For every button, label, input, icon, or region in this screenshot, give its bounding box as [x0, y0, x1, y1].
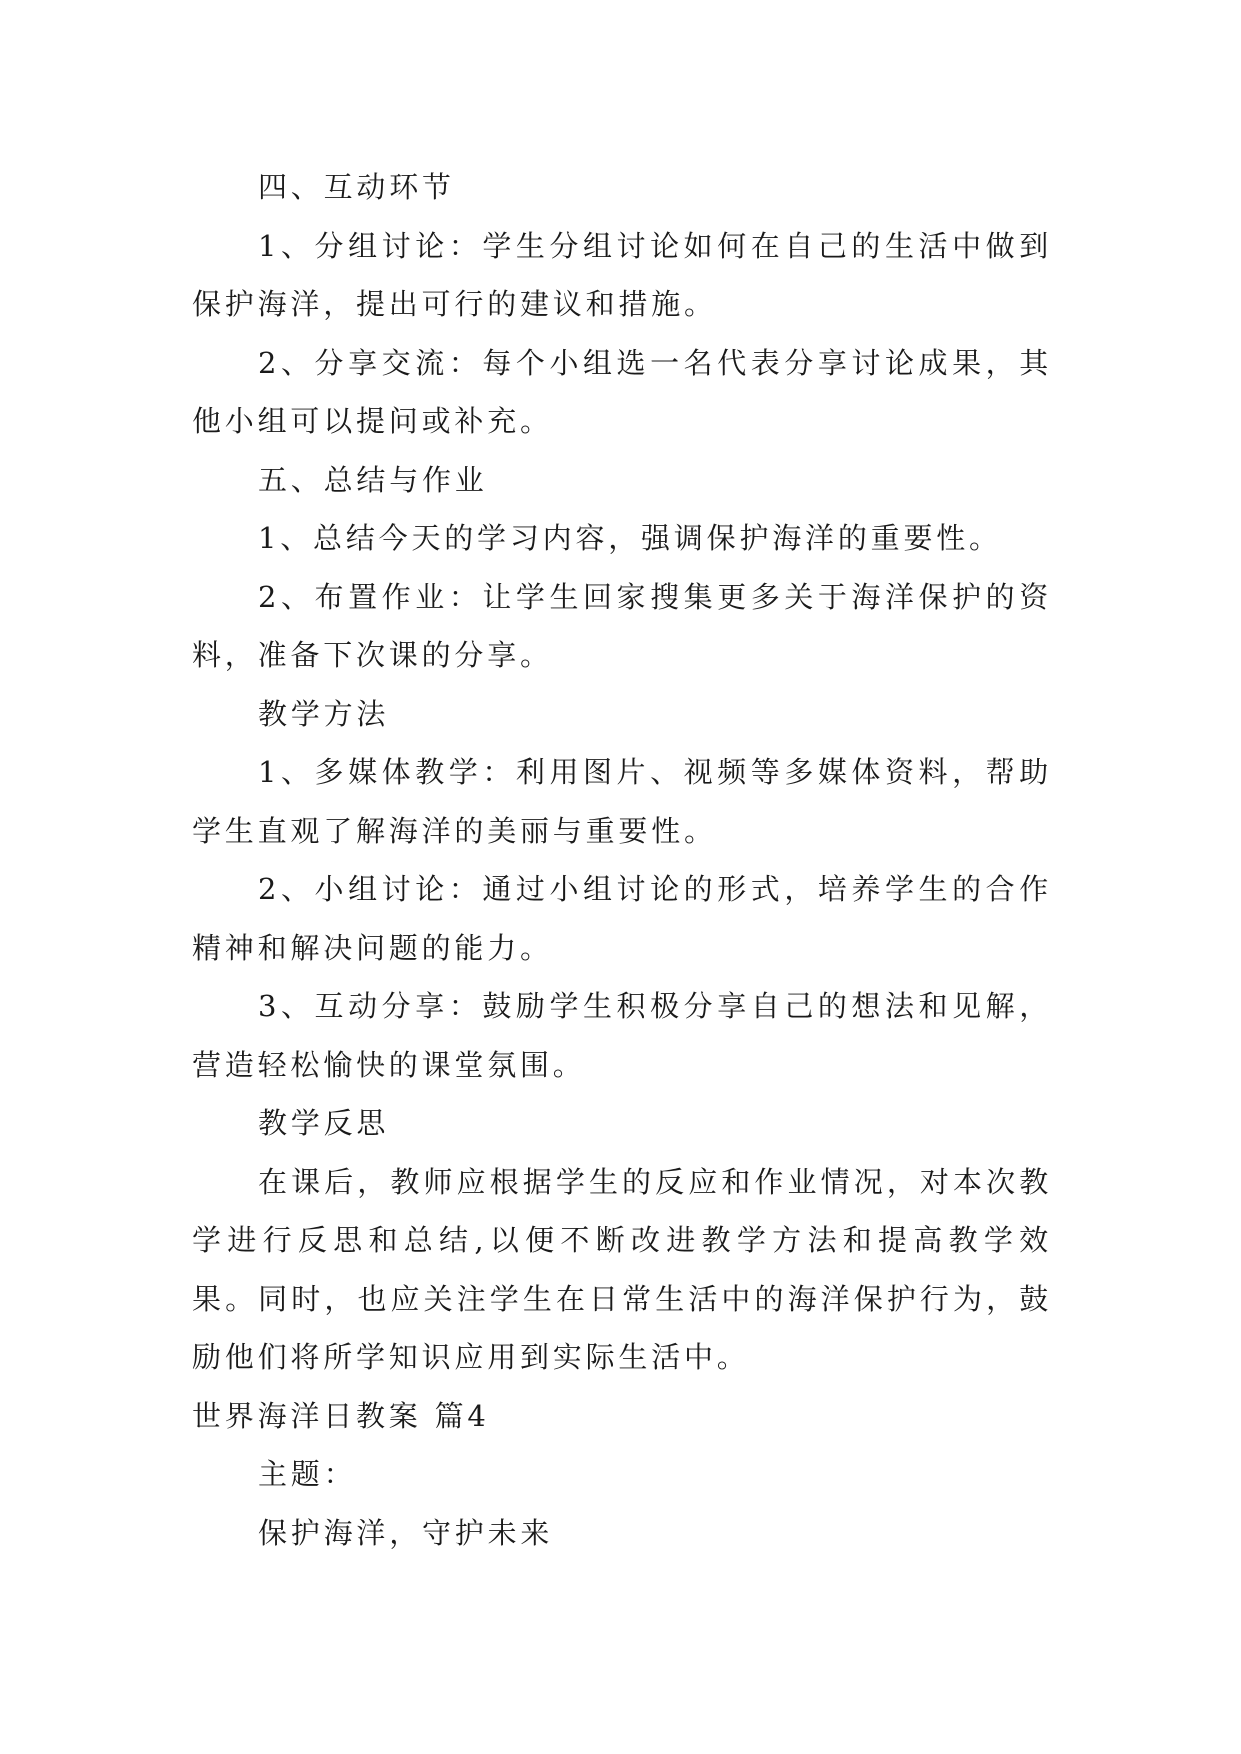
paragraph-sharing: 2、分享交流：每个小组选一名代表分享讨论成果，其他小组可以提问或补充。: [192, 345, 1052, 438]
paragraph-summary: 1、总结今天的学习内容，强调保护海洋的重要性。: [258, 521, 1002, 555]
paragraph-homework: 2、布置作业：让学生回家搜集更多关于海洋保护的资料，准备下次课的分享。: [192, 579, 1052, 672]
paragraph-group-discussion: 1、分组讨论：学生分组讨论如何在自己的生活中做到保护海洋，提出可行的建议和措施。: [192, 228, 1052, 321]
section-heading-reflection: 教学反思: [258, 1106, 390, 1140]
theme-value: 保护海洋，守护未来: [258, 1515, 554, 1550]
document-body: [192, 158, 1052, 1562]
section-heading-teaching-methods: 教学方法: [258, 696, 390, 731]
section-heading-interaction: 四、互动环节: [258, 170, 455, 204]
paragraph-group-work: 2、小组讨论：通过小组讨论的形式，培养学生的合作精神和解决问题的能力。: [192, 872, 1052, 965]
lesson-plan-title: 世界海洋日教案 篇4: [192, 1398, 490, 1433]
section-heading-summary-homework: 五、总结与作业: [258, 462, 488, 497]
theme-label: 主题：: [258, 1457, 357, 1491]
paragraph-reflection: 在课后，教师应根据学生的反应和作业情况，对本次教学进行反思和总结,以便不断改进教学方法和提高教学效果。同时，也应关注学生在日常生活中的海洋保护行为，鼓励他们将所学知识应用到实际生活中。: [192, 1164, 1052, 1374]
paragraph-multimedia: 1、多媒体教学：利用图片、视频等多媒体资料，帮助学生直观了解海洋的美丽与重要性。: [192, 755, 1052, 848]
paragraph-interactive-sharing: 3、互动分享：鼓励学生积极分享自己的想法和见解，营造轻松愉快的课堂氛围。: [192, 989, 1052, 1082]
